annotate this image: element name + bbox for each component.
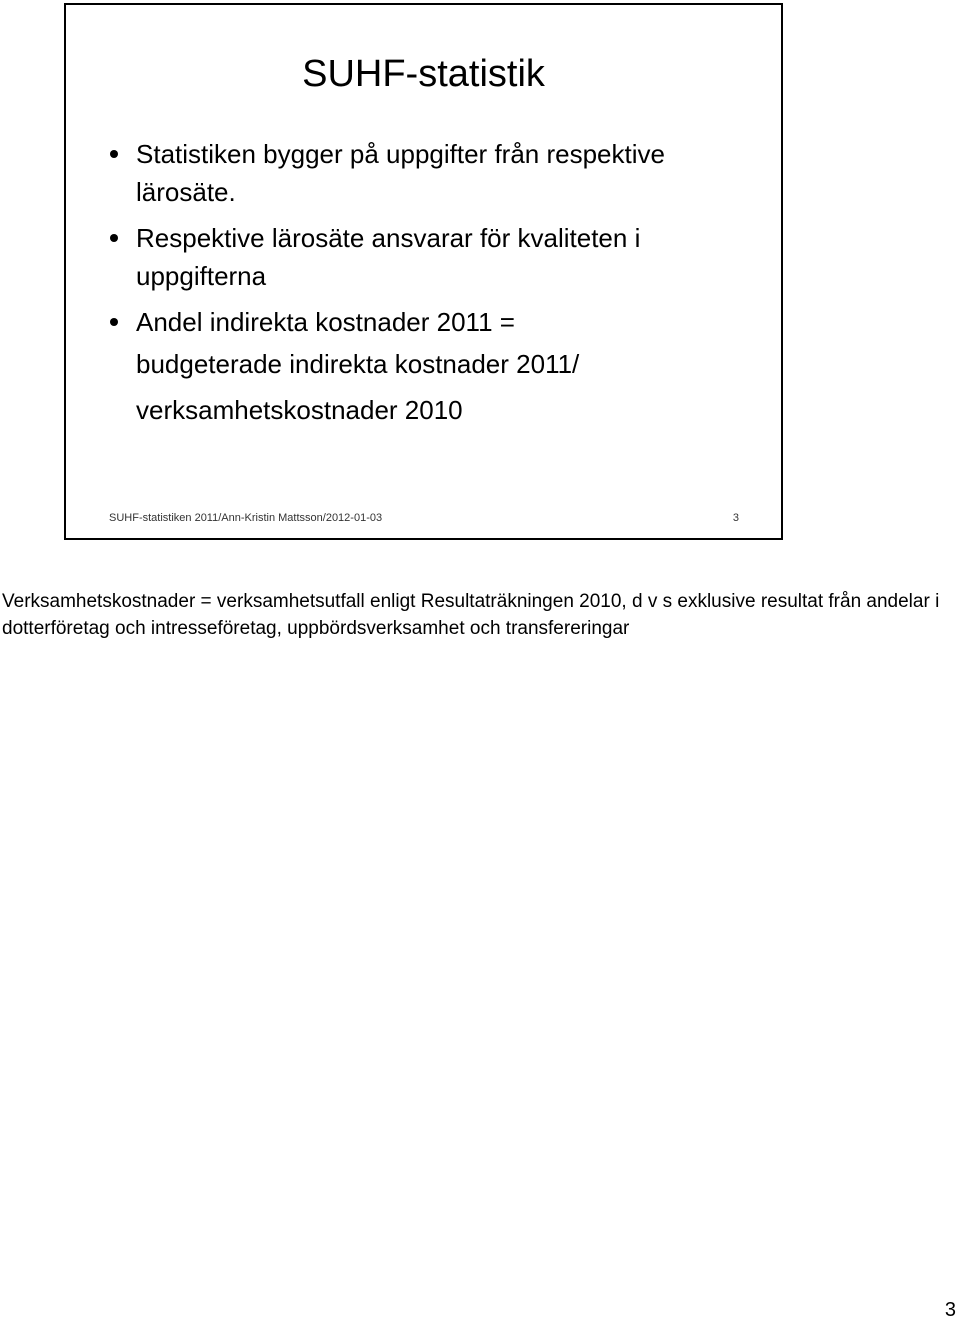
slide-bullet-text: Respektive lärosäte ansvarar för kvaliteten i uppgifterna [136,223,641,291]
bullet-dot-icon [110,234,118,242]
slide-bullet [106,219,766,295]
slide-footer: SUHF-statistiken 2011/Ann-Kristin Mattsson/2012-01-03 [109,512,383,524]
speaker-note: Verksamhetskostnader = verksamhetsutfall enligt Resultaträkningen 2010, d v s exklusive resultat från andelar i dotterföretag och intresseföretag, uppbördsverksamhet och transfereringar [2,591,940,639]
slide-bullet-text: Andel indirekta kostnader 2011 = [136,307,515,337]
slide-continuation-line: budgeterade indirekta kostnader 2011/ [136,349,580,379]
slide-number: 3 [732,512,739,524]
slide-bullet [106,303,766,341]
slide-bullet-list [106,135,766,433]
bullet-dot-icon [110,318,118,326]
slide-title: SUHF-statistik [302,53,545,95]
slide-thumbnail [64,3,783,540]
bullet-dot-icon [110,150,118,158]
slide-bullet-text: Statistiken bygger på uppgifter från respektive lärosäte. [136,139,665,207]
page-number: 3 [944,1299,956,1321]
slide-bullet [106,135,766,211]
slide-continuation-line: verksamhetskostnader 2010 [136,395,463,425]
